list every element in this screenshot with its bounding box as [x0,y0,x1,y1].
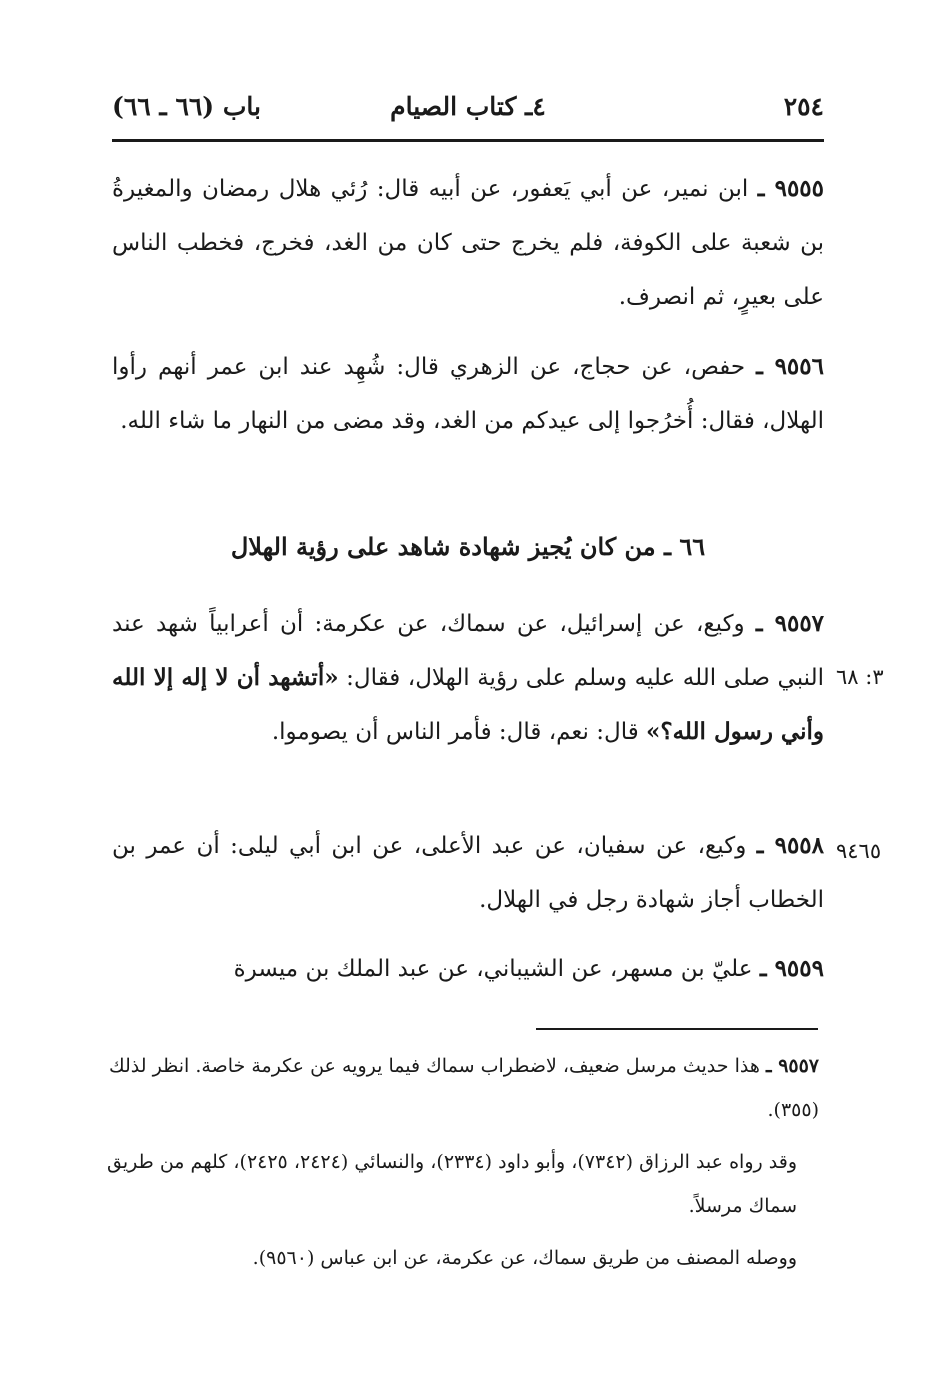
hadith-text-continued: قال: نعم، قال: فأمر الناس أن يصوموا. [271,719,647,745]
footnote-2 [107,1140,797,1228]
hadith-number: ٩٥٥٩ ـ [759,955,824,982]
hadith-9555 [112,162,824,324]
footnote-3 [107,1236,797,1280]
margin-reference: ٩٤٦٥ [836,839,882,863]
chapter-range: باب (٦٦ ـ ٦٦) [112,92,261,121]
hadith-text: عليّ بن مسهر، عن الشيباني، عن عبد الملك بن ميسرة [233,956,753,982]
footnote-text: ووصله المصنف من طريق سماك، عن عكرمة، عن ابن عباس (٩٥٦٠). [252,1247,797,1269]
running-header [112,84,824,134]
section-heading: ٦٦ ـ من كان يُجيز شهادة شاهد على رؤية الهلال [230,532,706,561]
page-number: ٢٥٤ [783,92,824,121]
footnote-divider [536,1028,818,1030]
book-title: ٤ـ كتاب الصيام [390,92,546,121]
hadith-9556 [112,340,824,448]
footnote-number: ٩٥٥٧ ـ [765,1055,820,1077]
hadith-text: ابن نمير، عن أبي يَعفور، عن أبيه قال: رُئي هلال رمضان والمغيرةُ بن شعبة على الكوفة، فلم يخرج حتى كان من الغد، فخرج، فخطب الناس على بعيرٍ، ثم انصرف. [112,176,824,310]
hadith-text: وكيع، عن سفيان، عن عبد الأعلى، عن ابن أبي ليلى: أن عمر بن الخطاب أجاز شهادة رجل في الهلال. [112,833,824,913]
header-divider [112,139,824,142]
hadith-9559 [112,942,824,996]
footnote-text: هذا حديث مرسل ضعيف، لاضطراب سماك فيما يرويه عن عكرمة خاصة. انظر لذلك (٣٥٥). [109,1055,819,1121]
margin-reference: ٣: ٦٨ [836,665,884,689]
hadith-9557 [112,597,824,759]
hadith-number: ٩٥٥٧ ـ [755,610,825,637]
hadith-number: ٩٥٥٦ ـ [756,353,824,380]
hadith-text: وكيع، عن إسرائيل، عن سماك، عن عكرمة: أن أعرابياً شهد عند النبي صلى الله عليه وسلم على رؤية الهلال، فقال: [112,611,824,691]
hadith-text: حفص، عن حجاج، عن الزهري قال: شُهِد عند ابن عمر أنهم رأوا الهلال، فقال: أُخرُجوا إلى عيدكم من الغد، وقد مضى من النهار ما شاء الله. [112,354,824,434]
footnote-1 [109,1044,819,1132]
footnote-text: وقد رواه عبد الرزاق (٧٣٤٢)، وأبو داود (٢٣٣٤)، والنسائي (٢٤٢٤، ٢٤٢٥)، كلهم من طريق سماك مرسلاً. [107,1151,797,1217]
hadith-9558 [112,819,824,927]
hadith-number: ٩٥٥٨ ـ [756,832,825,859]
hadith-number: ٩٥٥٥ ـ [757,175,825,202]
hadith-quote: «أتشهد أن لا إله إلا الله وأني رسول الله؟» [112,664,824,745]
